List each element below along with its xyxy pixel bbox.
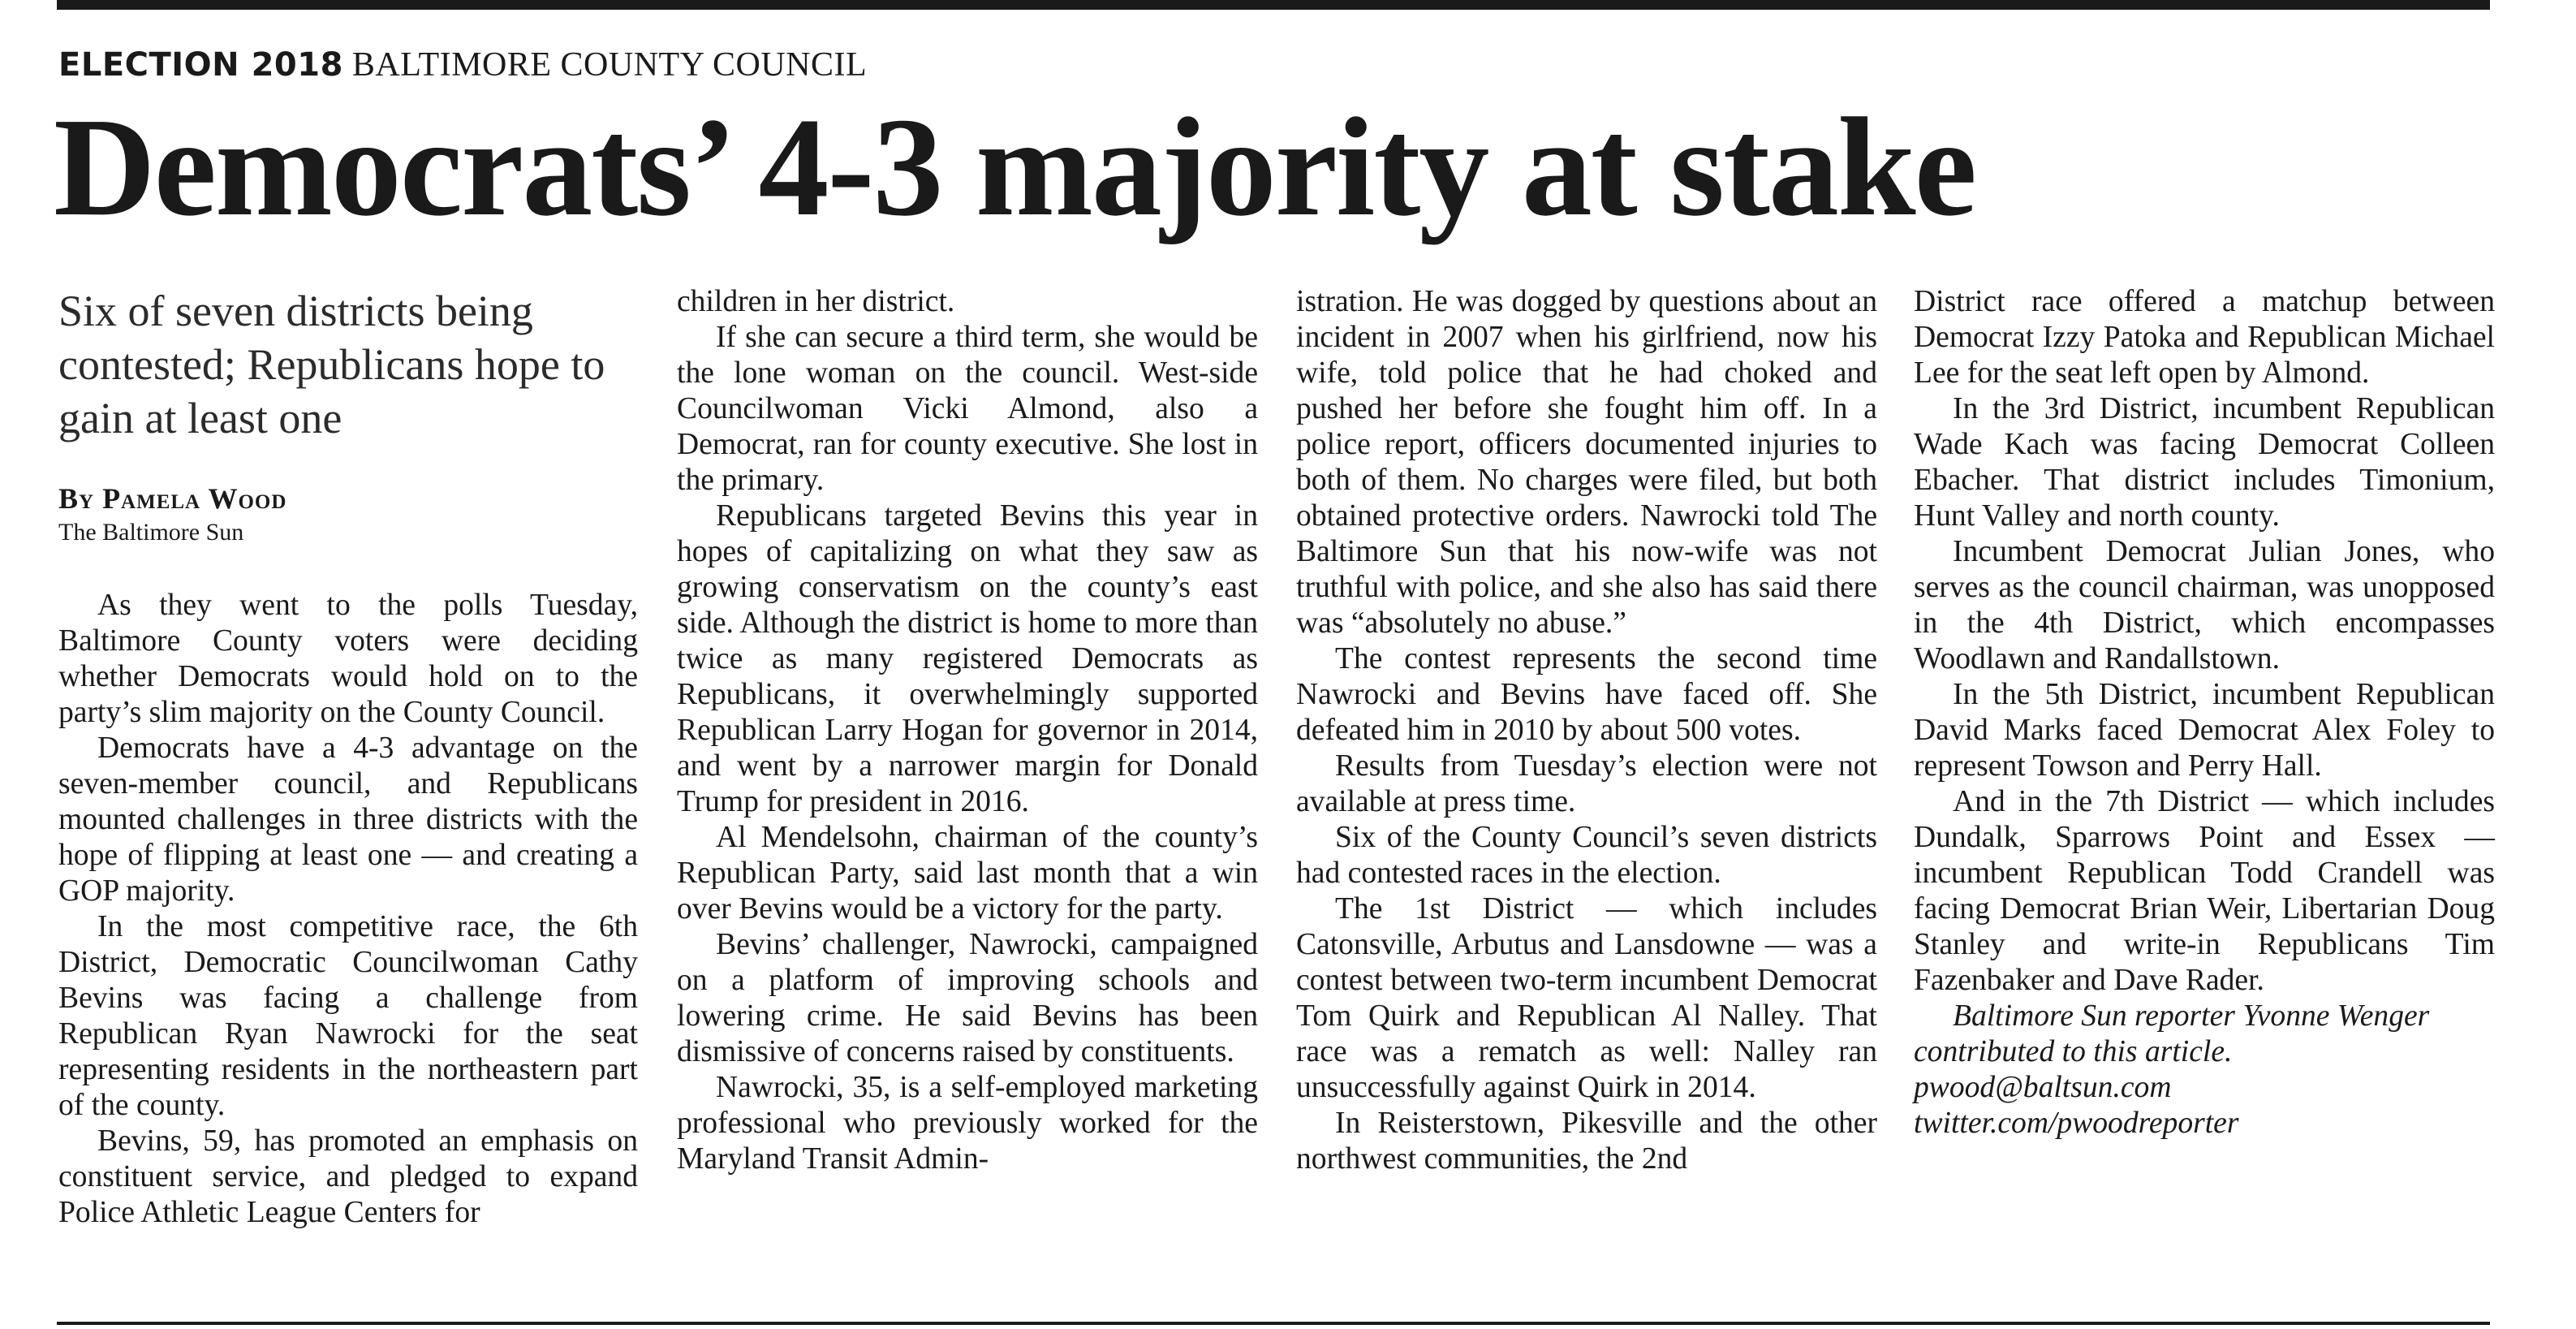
contact-info xyxy=(1914,1070,2495,1141)
column-3 xyxy=(1296,284,1877,1177)
paragraph: The contest represents the second time Nawrocki and Bevins have faced off. She defeated him in 2010 by about 500 votes. xyxy=(1296,642,1877,747)
kicker-topic: BALTIMORE COUNTY COUNCIL xyxy=(351,46,868,84)
contributor-credit: Baltimore Sun reporter Yvonne Wenger contributed to this article. xyxy=(1914,999,2430,1068)
paragraph: Republicans targeted Bevins this year in hopes of capitalizing on what they saw as growing conservatism on the county’s east side. Although the district is home to more than twice as many registered Democrats as Republicans, it overwhelmingly supported Republican Larry Hogan for governor in 2014, and went by a narrower margin for Donald Trump for president in 2016. xyxy=(677,499,1258,818)
paragraph: Bevins, 59, has promoted an emphasis on constituent service, and pledged to expand Police Athletic League Centers for xyxy=(58,1124,638,1229)
paragraph: In the 5th District, incumbent Republican David Marks faced Democrat Alex Foley to represent Towson and Perry Hall. xyxy=(1914,678,2495,783)
paragraph: In the most competitive race, the 6th District, Democratic Councilwoman Cathy Bevins was facing a challenge from Republican Ryan Nawrocki for the seat representing residents in the northeastern part of the county. xyxy=(58,910,638,1122)
column-2 xyxy=(677,284,1258,1177)
headline: Democrats’ 4-3 majority at stake xyxy=(54,88,1975,245)
deck: Six of seven districts being contested; Republicans hope to gain at least one xyxy=(58,287,605,442)
paragraph: As they went to the polls Tuesday, Baltimore County voters were deciding whether Democrats would hold on to the party’s slim majority on the County Council. xyxy=(58,589,638,729)
byline-affiliation: The Baltimore Sun xyxy=(58,519,244,546)
paragraph: In Reisterstown, Pikesville and the other northwest communities, the 2nd xyxy=(1296,1107,1877,1176)
paragraph: In the 3rd District, incumbent Republican Wade Kach was facing Democrat Colleen Ebacher. That district includes Timonium, Hunt Valley and north county. xyxy=(1914,392,2495,533)
author-email: pwood@baltsun.com xyxy=(1914,1071,2172,1104)
paragraph: Bevins’ challenger, Nawrocki, campaigned on a platform of improving schools and lowering crime. He said Bevins has been dismissive of concerns raised by constituents. xyxy=(677,928,1258,1068)
paragraph: Al Mendelsohn, chairman of the county’s Republican Party, said last month that a win over Bevins would be a victory for the party. xyxy=(677,821,1258,926)
paragraph: Results from Tuesday’s election were not available at press time. xyxy=(1296,749,1877,818)
kicker xyxy=(58,42,867,88)
paragraph: Incumbent Democrat Julian Jones, who serves as the council chairman, was unopposed in the 4th District, which encompasses Woodlawn and Randallstown. xyxy=(1914,535,2495,675)
paragraph: The 1st District — which includes Catonsville, Arbutus and Lansdowne — was a contest between two-term incumbent Democrat Tom Quirk and Republican Al Nalley. That race was a rematch as well: Nalley ran unsuccessfully against Quirk in 2014. xyxy=(1296,892,1877,1104)
byline: By Pamela Wood xyxy=(58,482,287,515)
paragraph: And in the 7th District — which includes Dundalk, Sparrows Point and Essex — incumbent Republican Todd Crandell was facing Democrat Brian Weir, Libertarian Doug Stanley and write-in Republicans Tim Fazenbaker and Dave Rader. xyxy=(1914,785,2495,997)
paragraph: If she can secure a third term, she would be the lone woman on the council. West-side Councilwoman Vicki Almond, also a Democrat, ran for county executive. She lost in the primary. xyxy=(677,321,1258,497)
paragraph: Six of the County Council’s seven districts had contested races in the election. xyxy=(1296,821,1877,890)
top-rule xyxy=(57,0,2490,10)
kicker-section: ELECTION 2018 xyxy=(58,46,343,84)
paragraph: District race offered a matchup between Democrat Izzy Patoka and Republican Michael Lee for the seat left open by Almond. xyxy=(1914,285,2495,390)
paragraph: children in her district. xyxy=(677,285,955,318)
column-1 xyxy=(58,284,638,1231)
author-twitter: twitter.com/pwoodreporter xyxy=(1914,1107,2239,1140)
column-4 xyxy=(1914,284,2495,1141)
paragraph: Nawrocki, 35, is a self-employed marketing professional who previously worked for the Maryland Transit Admin- xyxy=(677,1071,1258,1176)
paragraph: istration. He was dogged by questions about an incident in 2007 when his girlfriend, now his wife, told police that he had choked and pushed her before she fought him off. In a police report, officers documented injuries to both of them. No charges were filed, but both obtained protective orders. Nawrocki told The Baltimore Sun that his now-wife was not truthful with police, and she also has said there was “absolutely no abuse.” xyxy=(1296,285,1877,640)
bottom-rule xyxy=(57,1322,2490,1325)
paragraph: Democrats have a 4-3 advantage on the seven-member council, and Republicans mounted challenges in three districts with the hope of flipping at least one — and creating a GOP majority. xyxy=(58,731,638,908)
